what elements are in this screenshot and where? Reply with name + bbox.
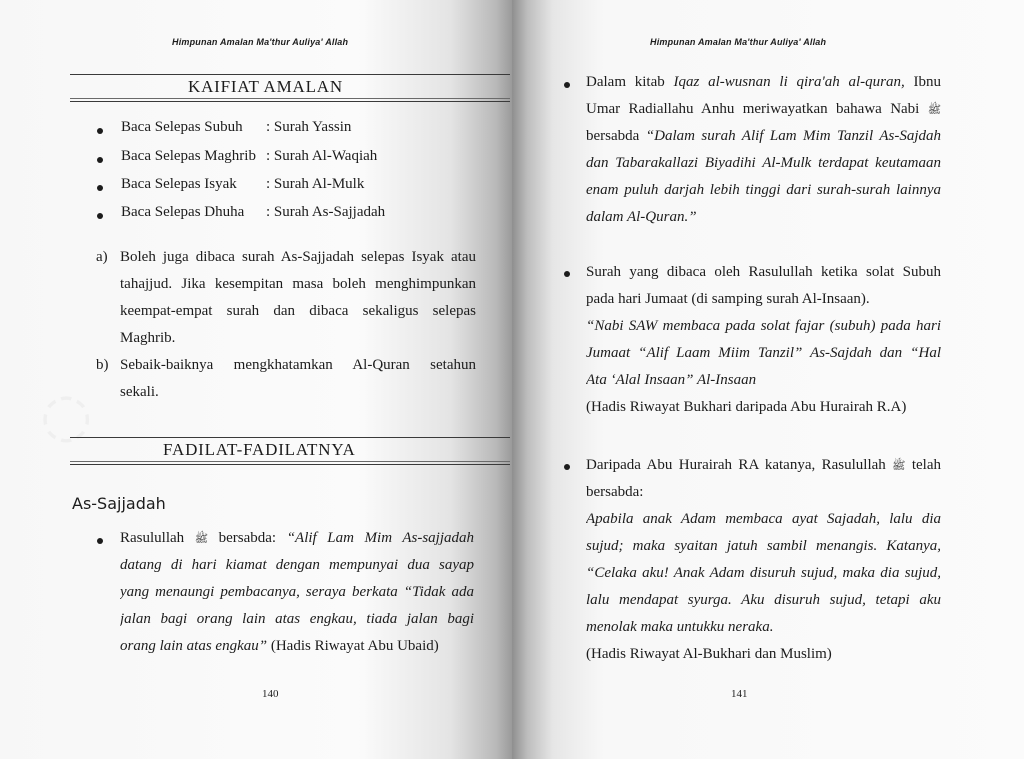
bleed-through-decoration: ◌ [40,380,93,450]
text: Umar Radiallahu Anhu meriwayatkan bahawa Nabi [586,101,920,117]
bullet-dot [564,82,570,88]
hadith-source: (Hadis Riwayat Abu Ubaid) [270,638,439,654]
text-line: enam puluh darjah lebih tinggi dari surah-surah lainnya [586,182,941,198]
kaifiat-time: Baca Selepas Subuh [121,119,243,135]
bullet-dot [564,464,570,470]
text-line: Apabila anak Adam membaca ayat Sajadah, lalu dia [586,511,941,527]
hadith-line [120,633,474,660]
text: Daripada Abu Hurairah RA katanya, Rasulullah [586,457,886,473]
right-item-3 [586,452,941,668]
kaifiat-time: Baca Selepas Isyak [121,176,237,192]
note-line: tahajjud. Jika kesempitan masa boleh menghimpunkan [120,276,476,292]
section-title-fadilat: FADILAT-FADILATNYA [163,440,356,459]
note-a-text [120,244,476,352]
kaifiat-time: Baca Selepas Dhuha [121,204,245,220]
bullet-dot [97,185,103,191]
hadith-line: datang di hari kiamat dengan mempunyai dua sayap [120,557,474,573]
kaifiat-surah: : Surah Al-Waqiah [266,148,378,164]
note-line: Boleh juga dibaca surah As-Sajjadah selepas Isyak atau [120,249,476,265]
right-item-1 [586,69,941,231]
hadith-source: (Hadis Riwayat Al-Bukhari dan Muslim) [586,646,832,662]
hadith-text: bersabda: [218,530,277,546]
section-title-kaifiat: KAIFIAT AMALAN [188,77,343,96]
saw-symbol: ﷺ [927,103,941,116]
note-line: Sebaik-baiknya mengkhatamkan Al-Quran setahun [120,357,476,373]
text-line: Ata ‘Alal Insaan” Al-Insaan [586,372,757,388]
text: bersabda [586,128,640,144]
right-item-2 [586,259,941,421]
text-line: bersabda: [586,484,644,500]
note-a-marker: a) [96,249,108,265]
note-line: sekali. [120,384,159,400]
hadith-line: yang menaungi pembacanya, seraya berkata “Tidak ada [120,584,474,600]
hadith-line: jalan bagi orang lain atas engkau, tiada jalan bagi [120,611,474,627]
text-line: pada hari Jumaat (di samping surah Al-Insaan). [586,291,870,307]
page-number-right: 141 [731,688,748,700]
text-line: dalam Al-Quran.” [586,209,697,225]
text: Dalam kitab [586,74,665,90]
hadith-line [120,525,474,552]
subheading-as-sajjadah: As-Sajjadah [72,494,166,513]
saw-symbol: ﷺ [194,532,209,545]
note-b-text [120,352,476,406]
note-line: Maghrib. [120,330,176,346]
hadith-quote: “Dalam surah Alif Lam Mim Tanzil As-Sajdah [645,128,941,144]
kaifiat-time: Baca Selepas Maghrib [121,148,256,164]
text-line: Surah yang dibaca oleh Rasulullah ketika solat Subuh [586,264,941,280]
bullet-dot [97,157,103,163]
kaifiat-surah: : Surah Yassin [266,119,352,135]
right-page [512,0,1024,759]
bullet-dot [97,213,103,219]
kaifiat-surah: : Surah As-Sajjadah [266,204,386,220]
text-line: dan Tabarakallazi Biyadihi Al-Mulk terdapat keutamaan [586,155,941,171]
note-b-marker: b) [96,357,109,373]
text-line [586,96,941,123]
text: telah [911,457,941,473]
running-head-right: Himpunan Amalan Ma'thur Auliya' Allah [650,37,827,47]
text-line: “Nabi SAW membaca pada solat fajar (subuh) pada hari [586,318,941,334]
text: Ibnu [913,74,941,90]
bullet-dot [97,128,103,134]
running-head-left: Himpunan Amalan Ma'thur Auliya' Allah [172,37,349,47]
bullet-dot [564,271,570,277]
hadith-quote: “Alif Lam Mim As-sajjadah [286,530,474,546]
hadith-source: (Hadis Riwayat Bukhari daripada Abu Hurairah R.A) [586,399,907,415]
hadith-quote: orang lain atas engkau” [120,638,268,654]
hadith-as-sajjadah [120,525,474,660]
kaifiat-surah: : Surah Al-Mulk [266,176,365,192]
bullet-dot [97,538,103,544]
text-line: sujud; maka syaitan jatuh sambil menangis. Katanya, [586,538,941,554]
text-line: lalu mendapat syurga. Aku disuruh sujud, tetapi aku [586,592,941,608]
text-line: menolak maka untukku neraka. [586,619,774,635]
text-line [586,452,941,479]
page-number-left: 140 [262,688,279,700]
text-line: “Celaka aku! Anak Adam disuruh sujud, maka dia sujud, [586,565,941,581]
note-line: keempat-empat surah dan dibaca sekaligus selepas [120,303,476,319]
saw-symbol: ﷺ [892,459,906,472]
book-title: Iqaz al-wusnan li qira'ah al-quran, [673,74,905,90]
text-line [586,69,941,96]
hadith-text: Rasulullah [120,530,185,546]
text-line [586,123,941,150]
text-line: Jumaat “Alif Laam Miim Tanzil” As-Sajdah dan “Hal [586,345,941,361]
